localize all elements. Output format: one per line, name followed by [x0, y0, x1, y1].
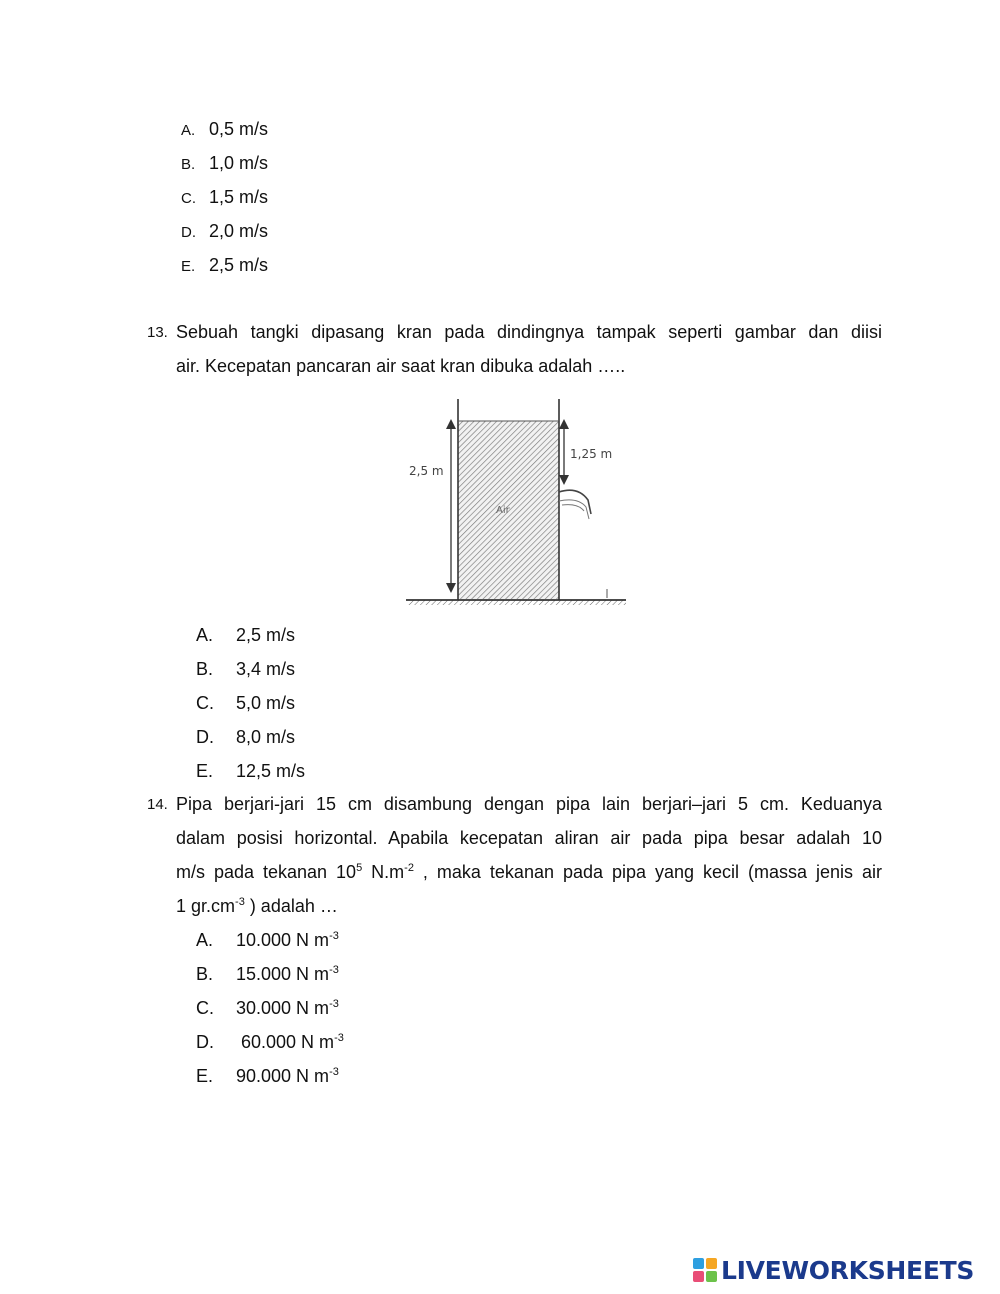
superscript: 5 [356, 862, 363, 874]
arrow-head-up [559, 419, 569, 429]
logo-tile [693, 1271, 704, 1282]
option-text: 10.000 N m [236, 930, 330, 950]
option-d[interactable] [181, 220, 268, 244]
liveworksheets-logo [693, 1255, 974, 1285]
water-jet-icon [559, 500, 589, 519]
option-text: 2,5 m/s [236, 625, 296, 645]
option-text: 15.000 N m [236, 964, 330, 984]
superscript: -3 [329, 930, 339, 942]
option-e[interactable] [181, 254, 268, 278]
option-letter: E. [196, 761, 214, 781]
option-c[interactable] [181, 186, 268, 210]
superscript: -3 [329, 1066, 339, 1078]
option-e[interactable] [196, 760, 305, 782]
option-text: 5,0 m/s [236, 693, 296, 713]
option-text: 30.000 N m [236, 998, 330, 1018]
option-text: 2,0 m/s [209, 221, 269, 241]
option-letter: D. [181, 224, 196, 241]
option-letter: B. [196, 659, 214, 679]
question-number: 14. [147, 796, 168, 813]
option-b[interactable] [196, 658, 295, 680]
question-text [176, 315, 882, 383]
option-d[interactable] [196, 1031, 344, 1053]
text-segment: N.m [362, 862, 405, 882]
label-total-height: 2,5 m [409, 464, 444, 478]
option-letter: C. [196, 998, 214, 1018]
option-text: 8,0 m/s [236, 727, 296, 747]
option-letter: D. [196, 1032, 214, 1052]
option-e[interactable] [196, 1065, 339, 1087]
superscript: -3 [235, 896, 245, 908]
option-text: 60.000 N m [236, 1032, 335, 1052]
option-letter: A. [181, 122, 196, 139]
superscript: -2 [404, 862, 414, 874]
question-line: air. Kecepatan pancaran air saat kran dibuka adalah ….. [176, 356, 626, 376]
option-letter: C. [196, 693, 214, 713]
text-segment: m/s pada tekanan 10 [176, 862, 357, 882]
text-segment: ) adalah … [244, 896, 338, 916]
logo-tile [693, 1258, 704, 1269]
option-letter: E. [196, 1066, 214, 1086]
question-line: Pipa berjari-jari 15 cm disambung dengan pipa lain berjari–jari 5 cm. Keduanya [176, 794, 882, 814]
option-letter: A. [196, 625, 214, 645]
logo-tile [706, 1258, 717, 1269]
logo-icon [693, 1258, 717, 1282]
question-line: dalam posisi horizontal. Apabila kecepatan aliran air pada pipa besar adalah 10 [176, 828, 882, 848]
tank-diagram [400, 393, 630, 608]
option-b[interactable] [196, 963, 339, 985]
option-text: 3,4 m/s [236, 659, 296, 679]
option-text: 12,5 m/s [236, 761, 306, 781]
option-text: 2,5 m/s [209, 255, 269, 275]
text-segment: 1 gr.cm [176, 896, 236, 916]
text-segment: , maka tekanan pada pipa yang kecil (massa jenis air [413, 862, 882, 882]
arrow-head-down [559, 475, 569, 485]
option-letter: C. [181, 190, 196, 207]
superscript: -3 [329, 964, 339, 976]
label-tap-depth: 1,25 m [570, 447, 613, 461]
option-d[interactable] [196, 726, 295, 748]
superscript: -3 [334, 1032, 344, 1044]
option-text: 90.000 N m [236, 1066, 330, 1086]
option-a[interactable] [196, 929, 339, 951]
brand-name: LIVEWORKSHEETS [721, 1255, 975, 1285]
logo-tile [706, 1271, 717, 1282]
option-letter: B. [181, 156, 196, 173]
label-water: Air [496, 505, 510, 516]
tap-icon [559, 490, 591, 514]
option-b[interactable] [181, 152, 268, 176]
superscript: -3 [329, 998, 339, 1010]
question-number: 13. [147, 324, 168, 341]
question-text [176, 787, 882, 923]
option-a[interactable] [196, 624, 295, 646]
option-letter: D. [196, 727, 214, 747]
option-c[interactable] [196, 997, 339, 1019]
option-a[interactable] [181, 118, 268, 142]
option-c[interactable] [196, 692, 295, 714]
arrow-head-up [446, 419, 456, 429]
option-text: 1,5 m/s [209, 187, 269, 207]
option-letter: E. [181, 258, 196, 275]
option-letter: A. [196, 930, 214, 950]
option-text: 1,0 m/s [209, 153, 269, 173]
option-text: 0,5 m/s [209, 119, 269, 139]
arrow-head-down [446, 583, 456, 593]
question-line: Sebuah tangki dipasang kran pada dindingnya tampak seperti gambar dan diisi [176, 322, 882, 342]
question-line [176, 889, 882, 923]
question-line [176, 855, 882, 889]
option-letter: B. [196, 964, 214, 984]
